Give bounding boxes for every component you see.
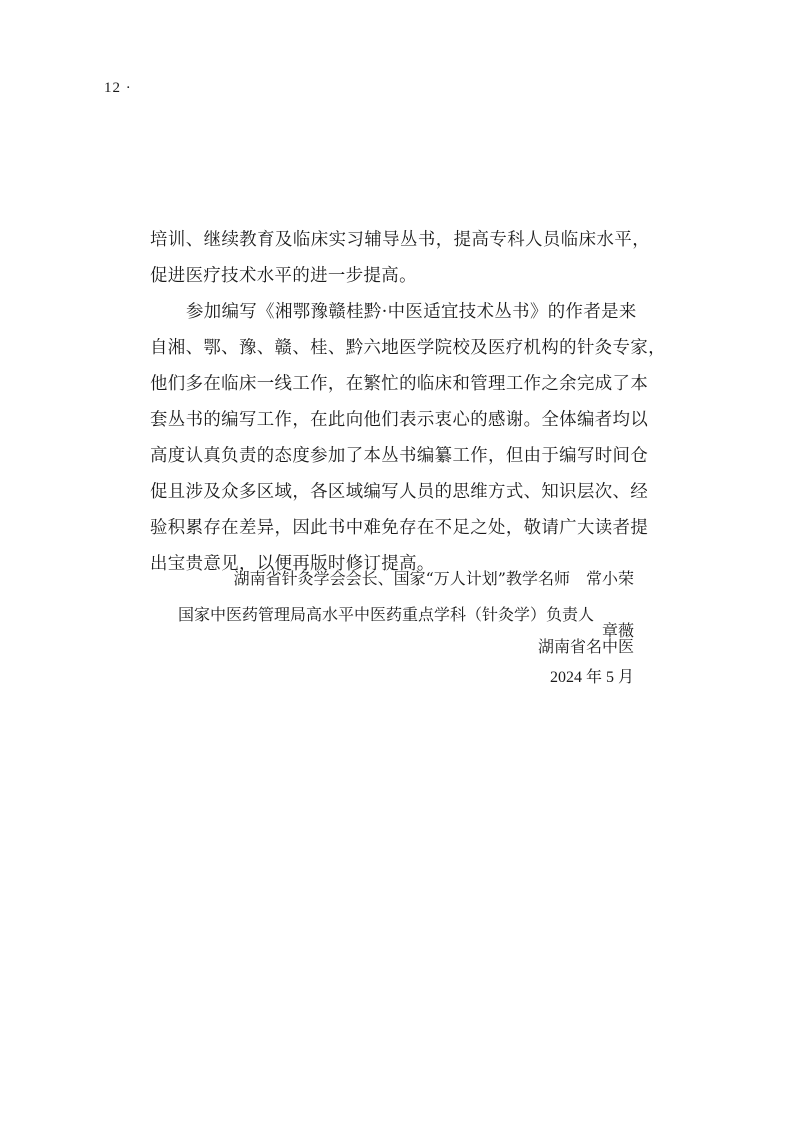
page-number: 12 · [104, 80, 132, 96]
paragraph-line: 高度认真负责的态度参加了本丛书编纂工作，但由于编写时间仓 [150, 446, 649, 466]
signature-title-2: 国家中医药管理局高水平中医药重点学科（针灸学）负责人 [178, 605, 595, 624]
body-text [150, 222, 666, 582]
signature-author-1: 湖南省针灸学会会长、国家“万人计划”教学名师 常小荣 [233, 569, 634, 588]
paragraph-line: 促且涉及众多区域，各区域编写人员的思维方式、知识层次、经 [150, 482, 649, 502]
paragraph-line: 他们多在临床一线工作，在繁忙的临床和管理工作之余完成了本 [150, 374, 649, 394]
paragraph-line: 参加编写《湘鄂豫赣桂黔·中医适宜技术丛书》的作者是来 [186, 302, 637, 322]
paragraph-line: 出宝贵意见，以便再版时修订提高。 [150, 554, 435, 574]
signature-date: 2024 年 5 月 [549, 669, 634, 686]
paragraph-line: 培训、继续教育及临床实习辅导丛书，提高专科人员临床水平， [150, 230, 650, 250]
paragraph-line: 自湘、鄂、豫、赣、桂、黔六地医学院校及医疗机构的针灸专家， [150, 338, 666, 358]
paragraph-line: 套丛书的编写工作，在此向他们表示衷心的感谢。全体编者均以 [150, 410, 649, 430]
signature-title-3: 湖南省名中医 [537, 637, 634, 656]
signature-name-2: 章薇 [601, 621, 634, 640]
paragraph-line: 促进医疗技术水平的进一步提高。 [150, 266, 417, 286]
paragraph-line: 验积累存在差异，因此书中难免存在不足之处，敬请广大读者提 [150, 518, 649, 538]
